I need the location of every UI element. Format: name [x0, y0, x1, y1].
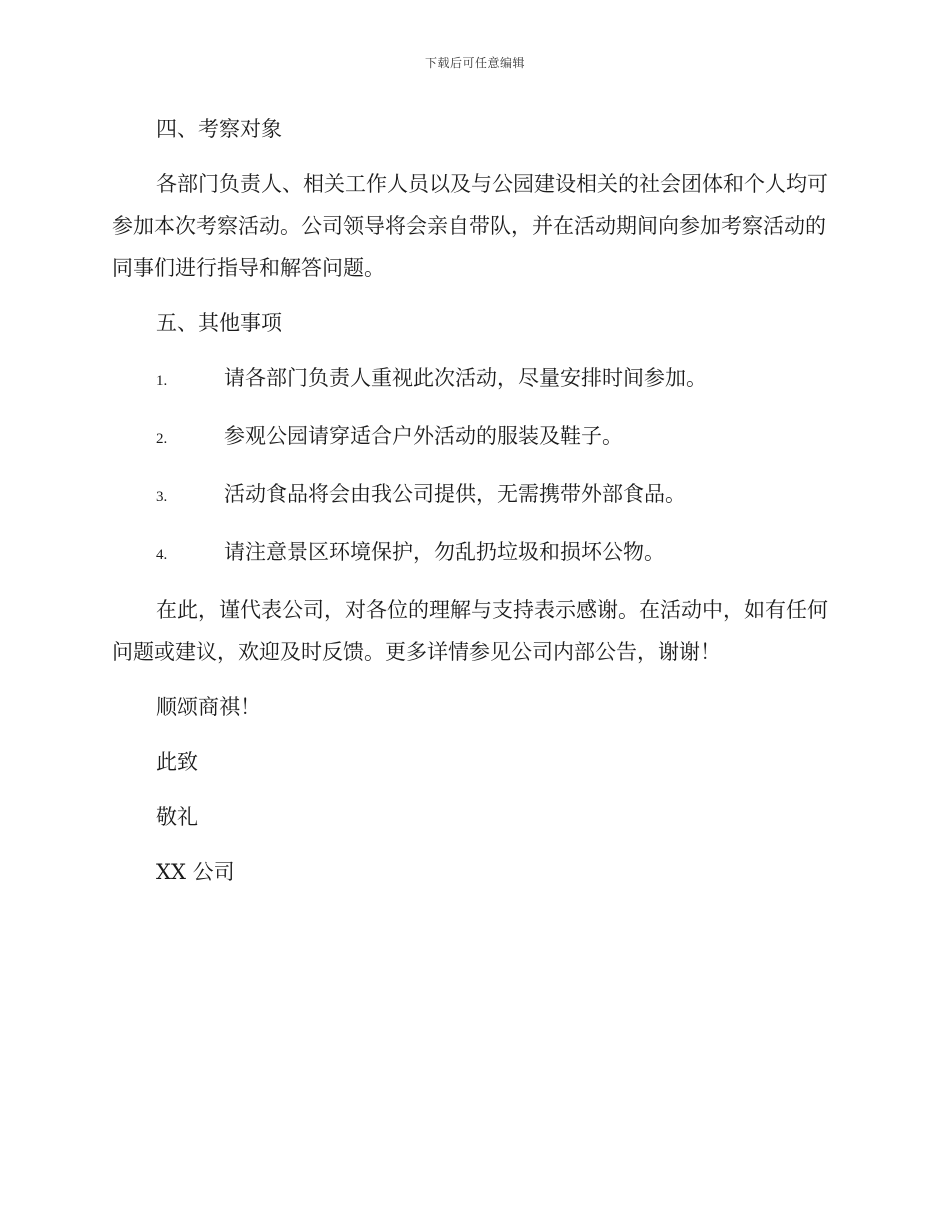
page-header: 下载后可任意编辑	[424, 56, 525, 70]
closing-paragraph: 在此，谨代表公司，对各位的理解与支持表示感谢。在活动中，如有任何问题或建议，欢迎及时反馈。更多详情参见公司内部公告，谢谢！	[112, 598, 828, 664]
section-heading-4: 四、考察对象	[156, 117, 282, 141]
list-item-text: 请各部门负责人重视此次活动，尽量安排时间参加。	[224, 366, 707, 390]
list-item	[112, 357, 832, 402]
signature: XX 公司	[156, 860, 235, 884]
section-heading-5: 五、其他事项	[156, 311, 282, 335]
list-item	[112, 473, 832, 518]
list-item-number: 3.	[156, 489, 168, 505]
list-item-text: 活动食品将会由我公司提供，无需携带外部食品。	[224, 482, 686, 506]
closing-wish: 顺颂商祺！	[156, 695, 261, 719]
list-item	[112, 415, 832, 460]
list-item-number: 4.	[156, 547, 168, 563]
list-item-text: 请注意景区环境保护，勿乱扔垃圾和损坏公物。	[224, 540, 665, 564]
list-item-text: 参观公园请穿适合户外活动的服装及鞋子。	[224, 424, 623, 448]
document-body	[112, 108, 832, 906]
list-item-number: 2.	[156, 431, 168, 447]
closing-salutation-1: 此致	[156, 750, 198, 774]
closing-salutation-2: 敬礼	[156, 805, 198, 829]
section-paragraph-4: 各部门负责人、相关工作人员以及与公园建设相关的社会团体和个人均可参加本次考察活动。公司领导将会亲自带队，并在活动期间向参加考察活动的同事们进行指导和解答问题。	[112, 172, 828, 280]
list-item	[112, 531, 832, 576]
list-item-number: 1.	[156, 373, 168, 389]
